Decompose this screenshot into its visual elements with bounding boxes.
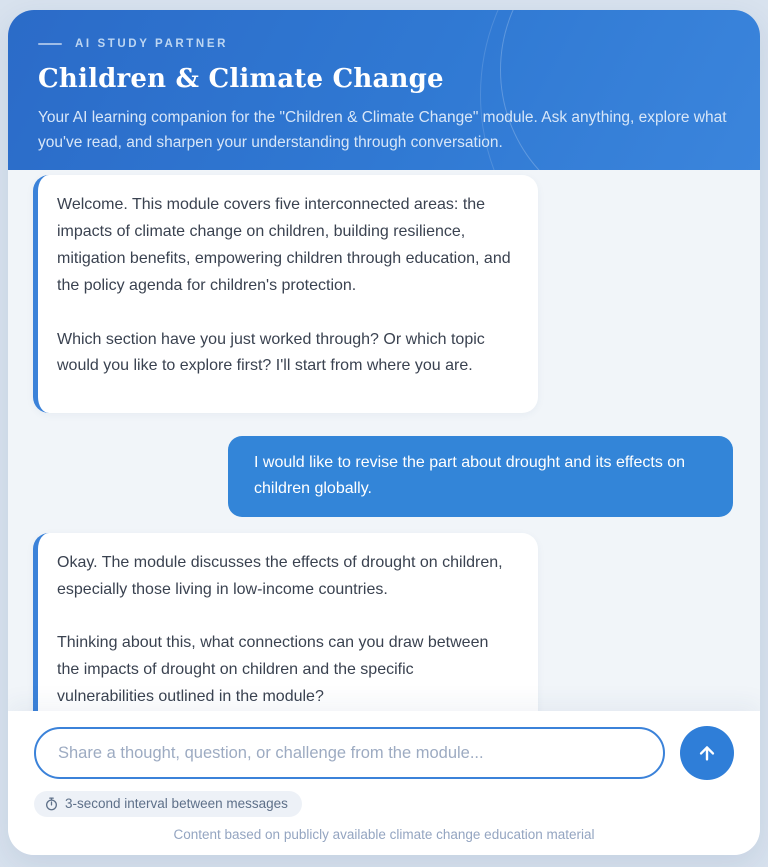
timer-icon xyxy=(45,797,58,811)
chat-transcript xyxy=(8,170,760,711)
assistant-message-bubble xyxy=(33,533,538,711)
study-partner-card xyxy=(8,10,760,855)
message-paragraph: Welcome. This module covers five interconnected areas: the impacts of climate change on children, building resilience, mitigation benefits, empowering children through education, and the policy agenda for children's protection. xyxy=(57,196,511,294)
assistant-message-row xyxy=(33,175,733,413)
module-header xyxy=(8,10,760,170)
arrow-up-icon xyxy=(696,742,718,764)
composer-panel xyxy=(8,711,760,855)
eyebrow-label: AI STUDY PARTNER xyxy=(75,38,228,50)
composer-input-row xyxy=(34,726,734,780)
assistant-message-row xyxy=(33,533,733,711)
user-message-row xyxy=(33,436,733,516)
user-message-bubble xyxy=(228,436,733,516)
content-attribution: Content based on publicly available climate change education material xyxy=(173,827,595,842)
rate-limit-text: 3-second interval between messages xyxy=(65,796,288,811)
eyebrow-dash xyxy=(38,43,62,45)
message-input[interactable] xyxy=(34,727,665,779)
page-title: Children & Climate Change xyxy=(38,64,444,94)
page-subtitle: Your AI learning companion for the "Children & Climate Change" module. Ask anything, explore what you've read, and sharpen your understanding through conversation. xyxy=(38,109,727,152)
message-paragraph: I would like to revise the part about drought and its effects on children globally. xyxy=(254,454,686,498)
assistant-message-bubble xyxy=(33,175,538,413)
message-paragraph: Which section have you just worked through? Or which topic would you like to explore first? I'll start from where you are. xyxy=(57,330,485,375)
message-paragraph: Thinking about this, what connections can you draw between the impacts of drought on children and the specific vulnerabilities outlined in the module? xyxy=(57,634,489,706)
message-paragraph: Okay. The module discusses the effects of drought on children, especially those living in low-income countries. xyxy=(57,553,503,598)
send-button[interactable] xyxy=(680,726,734,780)
eyebrow-row xyxy=(38,38,730,50)
rate-limit-badge xyxy=(34,791,302,817)
